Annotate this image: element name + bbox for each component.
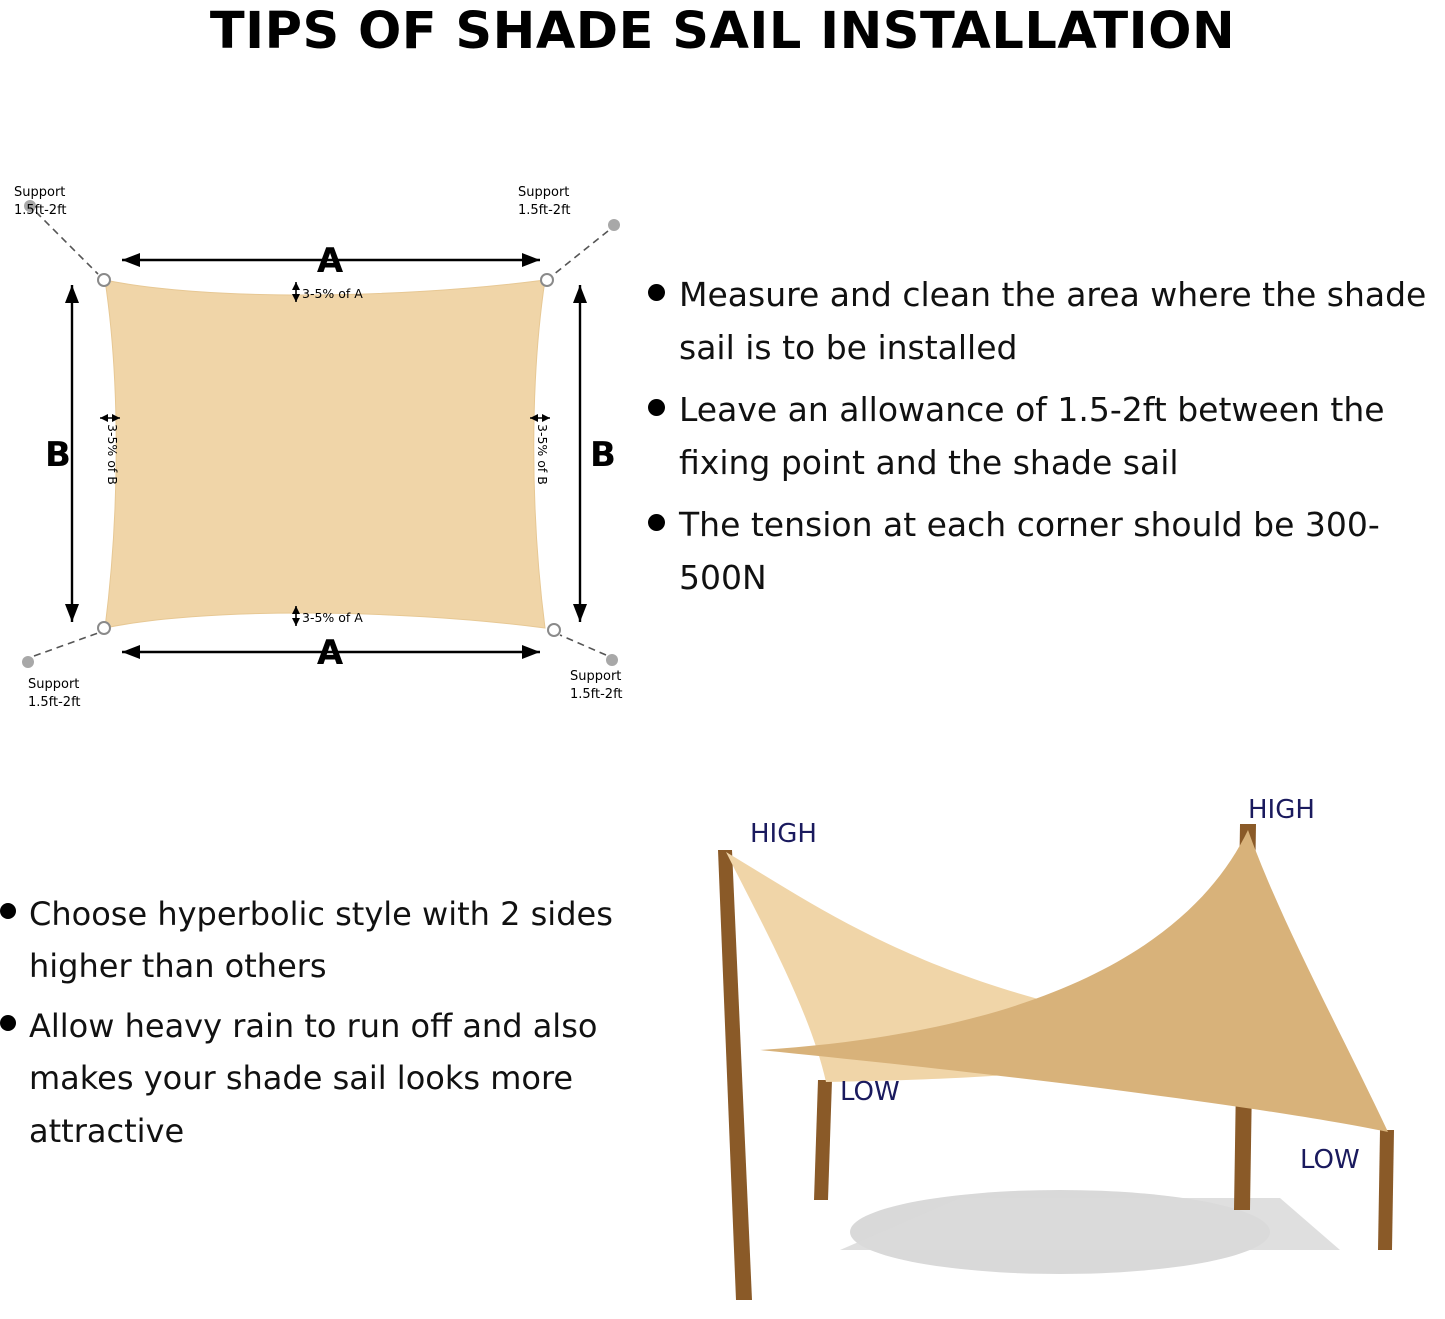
- bullet-text: Choose hyperbolic style with 2 sides higher than others: [29, 895, 613, 986]
- label-support-tl-line1: Support: [14, 185, 66, 200]
- list-item: [0, 1000, 630, 1156]
- label-support-bl-line1: Support: [28, 677, 80, 692]
- label-dim-b-right: B: [590, 435, 616, 475]
- label-curve-bottom: 3-5% of A: [302, 610, 363, 625]
- label-dim-b-left: B: [45, 435, 71, 475]
- top-diagram: [0, 150, 660, 750]
- label-support-tl-line2: 1.5ft-2ft: [14, 203, 67, 218]
- bullet-text: Allow heavy rain to run off and also makes your shade sail looks more attractive: [29, 1007, 598, 1150]
- label-curve-left: 3-5% of B: [105, 424, 120, 485]
- bottom-bullet-list: [0, 888, 630, 1165]
- page-title: TIPS OF SHADE SAIL INSTALLATION: [209, 2, 1236, 61]
- bottom-diagram: [640, 780, 1445, 1319]
- label-curve-top: 3-5% of A: [302, 286, 363, 301]
- label-dim-a-bottom: A: [316, 633, 344, 673]
- bullet-text: Measure and clean the area where the shade sail is to be installed: [679, 275, 1427, 368]
- label-support-bl-line2: 1.5ft-2ft: [28, 695, 81, 710]
- label-dim-a-top: A: [316, 241, 344, 281]
- bullet-icon: [648, 399, 665, 416]
- list-item: [0, 888, 630, 992]
- bullet-text: The tension at each corner should be 300-500N: [679, 504, 1380, 598]
- list-item: [648, 383, 1445, 490]
- bullet-text: Leave an allowance of 1.5-2ft between the fixing point and the shade sail: [679, 389, 1385, 483]
- label-support-tr-line2: 1.5ft-2ft: [518, 203, 571, 218]
- label-support-tr-line1: Support: [518, 185, 570, 200]
- bullet-icon: [0, 1015, 16, 1031]
- label-high-right: HIGH: [1248, 795, 1315, 825]
- list-item: [648, 498, 1445, 605]
- pole-low-right: [1378, 1130, 1394, 1250]
- top-bullet-list: [648, 268, 1445, 613]
- label-low-right: LOW: [1300, 1145, 1360, 1175]
- bullet-icon: [648, 284, 665, 301]
- list-item: [648, 268, 1445, 375]
- sail-shape: [105, 280, 545, 628]
- label-curve-right: 3-5% of B: [535, 424, 550, 485]
- label-support-br-line1: Support: [570, 669, 622, 684]
- label-low-left: LOW: [840, 1077, 900, 1107]
- bullet-icon: [648, 514, 665, 531]
- label-support-br-line2: 1.5ft-2ft: [570, 687, 623, 702]
- bullet-icon: [0, 903, 16, 919]
- pole-high-left: [718, 850, 752, 1300]
- pole-low-left: [814, 1080, 832, 1200]
- label-high-left: HIGH: [750, 819, 817, 849]
